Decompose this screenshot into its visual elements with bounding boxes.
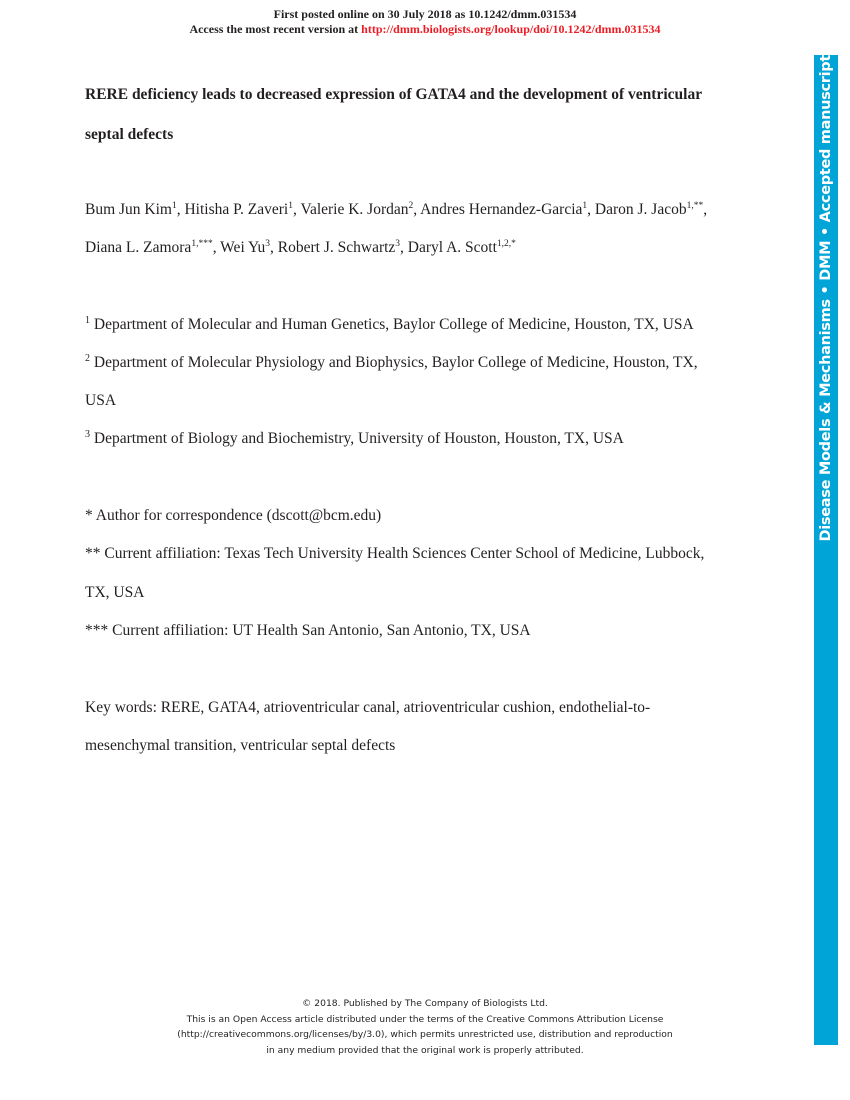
side-banner-text: Disease Models & Mechanisms • DMM • Accepted manuscript (818, 55, 834, 542)
license-line-3: in any medium provided that the original work is properly attributed. (266, 1044, 584, 1056)
affiliation-note-3: *** Current affiliation: UT Health San Antonio, San Antonio, TX, USA (85, 622, 531, 639)
affiliation-1 (85, 316, 694, 334)
journal-side-banner (814, 55, 838, 1045)
affiliation-3 (85, 430, 624, 448)
first-posted-line: First posted online on 30 July 2018 as 10.1242/dmm.031534 (273, 7, 577, 21)
affiliation-note-2: ** Current affiliation: Texas Tech University Health Sciences Center School of Medicine, Lubbock, (85, 545, 705, 562)
author-sup: 1,** (686, 201, 704, 211)
doi-link[interactable]: http://dmm.biologists.org/lookup/doi/10.1242/dmm.031534 (361, 22, 661, 36)
author-name: Hitisha P. Zaveri (184, 201, 289, 218)
article-title-line-1: RERE deficiency leads to decreased expression of GATA4 and the development of ventricular (85, 86, 703, 103)
affiliation-sup: 3 (85, 429, 90, 440)
author-name: Andres Hernandez-Garcia (420, 201, 583, 218)
affiliation-note-2-continued: TX, USA (85, 584, 145, 601)
keywords-line-2: mesenchymal transition, ventricular septal defects (85, 737, 396, 754)
license-footer (0, 996, 850, 1058)
affiliation-text: Department of Molecular Physiology and Biophysics, Baylor College of Medicine, Houston, TX, (93, 354, 698, 371)
correspondence-note: * Author for correspondence (dscott@bcm.edu) (85, 507, 382, 524)
license-line-1: This is an Open Access article distributed under the terms of the Creative Commons Attribution License (186, 1013, 664, 1025)
author-name: Valerie K. Jordan (300, 201, 409, 218)
author-name: Diana L. Zamora (85, 239, 192, 256)
author-sup: 2 (408, 201, 414, 211)
access-prefix: Access the most recent version at (189, 22, 362, 36)
author-sup: 1,*** (191, 239, 213, 249)
author-line-1: Bum Jun Kim$^1$, Hitisha P. Zaveri$^1$, Valerie K. Jordan$^2$, Andres Hernandez-Garcia$^1$, Daron J. Jacob$^{1,**}$, (85, 201, 708, 218)
affiliation-2-continued: USA (85, 392, 117, 409)
author-sup: 1,2,* (496, 239, 516, 249)
author-sup: 1 (171, 201, 177, 211)
author-sup: 1 (582, 201, 588, 211)
affiliation-sup: 2 (85, 353, 90, 364)
author-sup: 3 (395, 239, 401, 249)
author-name: Daryl A. Scott (407, 239, 497, 256)
affiliation-2 (85, 354, 698, 372)
access-line (0, 22, 850, 37)
affiliation-sup: 1 (85, 315, 90, 326)
author-sup: 3 (265, 239, 271, 249)
affiliation-text: Department of Biology and Biochemistry, University of Houston, Houston, TX, USA (93, 430, 624, 447)
author-name: Bum Jun Kim (85, 201, 172, 218)
article-title-line-2: septal defects (85, 126, 174, 143)
author-name: Wei Yu (220, 239, 266, 256)
license-line-2: (http://creativecommons.org/licenses/by/3.0), which permits unrestricted use, distribution and reproduction (177, 1029, 673, 1040)
author-name: Robert J. Schwartz (277, 239, 396, 256)
affiliation-text: Department of Molecular and Human Genetics, Baylor College of Medicine, Houston, TX, USA (93, 316, 694, 333)
keywords-line-1: Key words: RERE, GATA4, atrioventricular canal, atrioventricular cushion, endothelial-to- (85, 699, 651, 716)
author-name: Daron J. Jacob (594, 201, 687, 218)
author-line-2: Diana L. Zamora$^{1,***}$, Wei Yu$^3$, Robert J. Schwartz$^3$, Daryl A. Scott$^{1,2,*}$ (85, 239, 516, 256)
author-sup: 1 (288, 201, 293, 211)
copyright-line: © 2018. Published by The Company of Biologists Ltd. (302, 998, 548, 1009)
page-header (0, 7, 850, 37)
